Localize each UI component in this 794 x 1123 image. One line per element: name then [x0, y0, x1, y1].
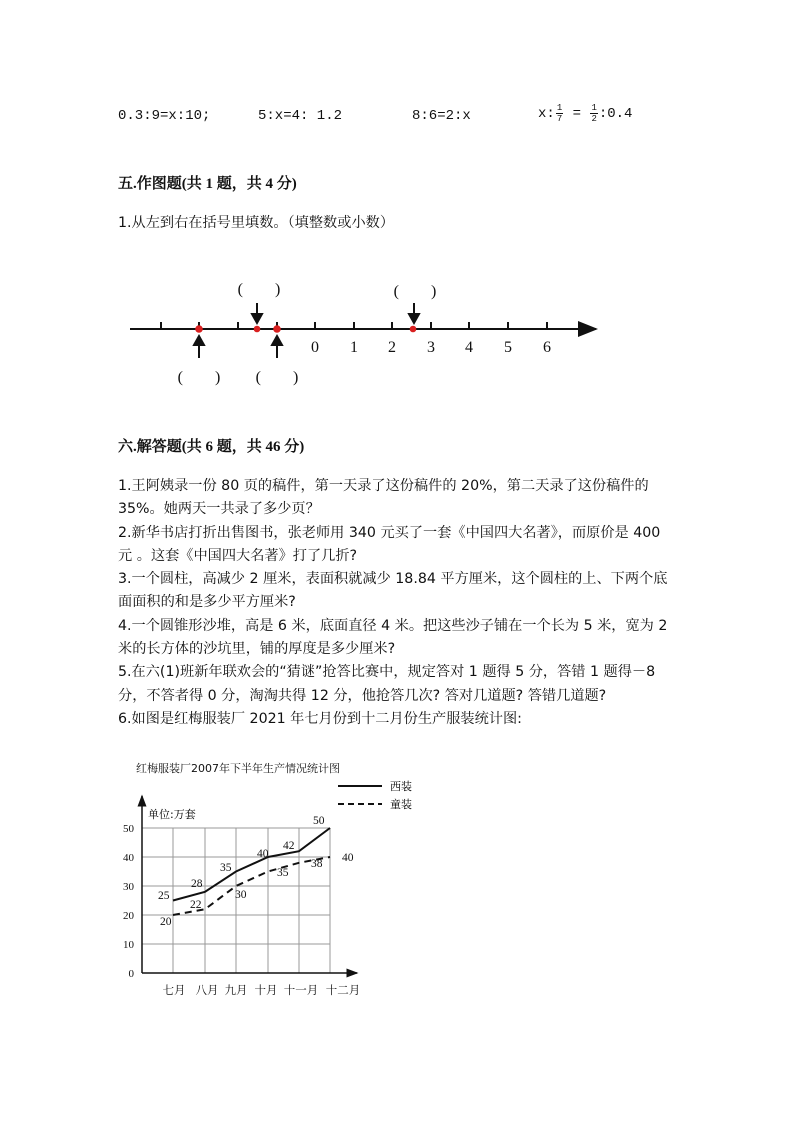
tick-label-3: 3: [427, 339, 435, 356]
answer-blank-d[interactable]: ( ): [393, 283, 437, 300]
equation-4-suffix: :0.4: [598, 106, 633, 123]
label-kids-dec: 40: [342, 852, 354, 864]
equation-4-prefix: x:: [538, 106, 555, 123]
legend-label-suits: 西装: [390, 780, 412, 793]
point-b: [254, 326, 261, 333]
label-suits-nov: 42: [283, 840, 295, 852]
chart-legend: [338, 779, 412, 811]
answer-blank-a[interactable]: ( ): [177, 369, 221, 386]
number-line-ticks: [161, 322, 547, 329]
tick-label-0: 0: [311, 339, 319, 356]
question-2: 2.新华书店打折出售图书，张老师用 340 元买了一套《中国四大名著》，而原价是 400 元 。这套《中国四大名著》打了几折?: [118, 524, 661, 564]
label-suits-oct: 40: [257, 848, 269, 860]
section5-title: 五.作图题(共 1 题，共 4 分): [118, 176, 297, 192]
line-chart: [0, 770, 794, 1000]
label-kids-oct: 35: [277, 867, 289, 879]
equation-1: 0.3:9=x:10;: [118, 108, 211, 124]
point-d: [410, 326, 417, 333]
answer-blank-c[interactable]: ( ): [255, 369, 299, 386]
label-kids-jul: 20: [160, 916, 172, 928]
y-tick-50: 50: [123, 823, 134, 835]
y-tick-40: 40: [123, 852, 134, 864]
fraction-one-half: $\frac{1}{2}$: [591, 103, 597, 124]
up-arrow-head-icon: [194, 336, 204, 345]
down-arrow-head-icon: [409, 314, 419, 323]
question-4: 4.一个圆锥形沙堆，高是 6 米，底面直径 4 米。把这些沙子铺在一个长为 5 米，宽为 2 米的长方体的沙坑里，铺的厚度是多少厘米?: [118, 617, 668, 658]
fraction-one-seventh: $\frac{1}{7}$: [556, 103, 563, 124]
point-c: [273, 325, 281, 333]
x-label-aug: 八月: [195, 985, 219, 997]
label-kids-aug: 22: [190, 899, 202, 911]
question-1: 1.王阿姨录一份 80 页的稿件，第一天录了这份稿件的 20%，第二天录了这份稿件的 35%。她两天一共录了多少页？: [118, 478, 649, 518]
equation-4: [538, 103, 632, 124]
label-suits-jul: 25: [158, 890, 170, 902]
question-6: 6.如图是红梅服装厂 2021 年七月份到十二月份生产服装统计图:: [118, 710, 522, 727]
y-tick-30: 30: [123, 881, 134, 893]
y-tick-20: 20: [123, 910, 134, 922]
tick-label-2: 2: [388, 339, 396, 356]
x-label-sep: 九月: [224, 985, 248, 997]
number-line-diagram: [0, 270, 794, 395]
label-kids-sep: 30: [235, 889, 247, 901]
equation-2: 5:x=4: 1.2: [258, 108, 343, 124]
tick-label-6: 6: [543, 339, 551, 356]
x-label-dec: 十二月: [325, 985, 361, 997]
equation-4-equals: =: [564, 106, 590, 123]
section6-title: 六.解答题(共 6 题，共 46 分): [118, 439, 305, 455]
section5-question-1: 1.从左到右在括号里填数。（填整数或小数）: [118, 215, 395, 231]
label-suits-sep: 35: [220, 862, 232, 874]
chart-title: 红梅服装厂2007年下半年生产情况统计图: [136, 762, 340, 775]
tick-label-4: 4: [465, 339, 473, 356]
equation-3: 8:6=2:x: [412, 108, 471, 124]
legend-label-kids: 童装: [390, 798, 412, 811]
point-a: [195, 325, 203, 333]
y-tick-0: 0: [128, 968, 134, 980]
x-label-nov: 十一月: [283, 985, 319, 997]
down-arrow-head-icon: [252, 314, 262, 323]
x-label-jul: 七月: [162, 985, 186, 997]
question-3: 3.一个圆柱，高减少 2 厘米，表面积就减少 18.84 平方厘米，这个圆柱的上、下两个底面面积的和是多少平方厘米?: [118, 571, 668, 611]
label-suits-aug: 28: [191, 878, 203, 890]
y-tick-10: 10: [123, 939, 134, 951]
question-5: 5.在六(1)班新年联欢会的“猜谜”抢答比赛中，规定答对 1 题得 5 分，答错 1 题得－8 分，不答者得 0 分，淘淘共得 12 分，他抢答几次? 答对几道题? 答错几道题?: [118, 664, 656, 704]
tick-label-1: 1: [350, 339, 358, 356]
label-suits-dec: 50: [313, 815, 325, 827]
x-label-oct: 十月: [254, 985, 278, 997]
up-arrow-head-icon: [272, 336, 282, 345]
tick-label-5: 5: [504, 339, 512, 356]
section6-questions: [118, 475, 678, 731]
label-kids-nov: 38: [311, 858, 323, 870]
answer-blank-b[interactable]: ( ): [237, 281, 281, 298]
unit-label: 单位:万套: [148, 808, 196, 821]
